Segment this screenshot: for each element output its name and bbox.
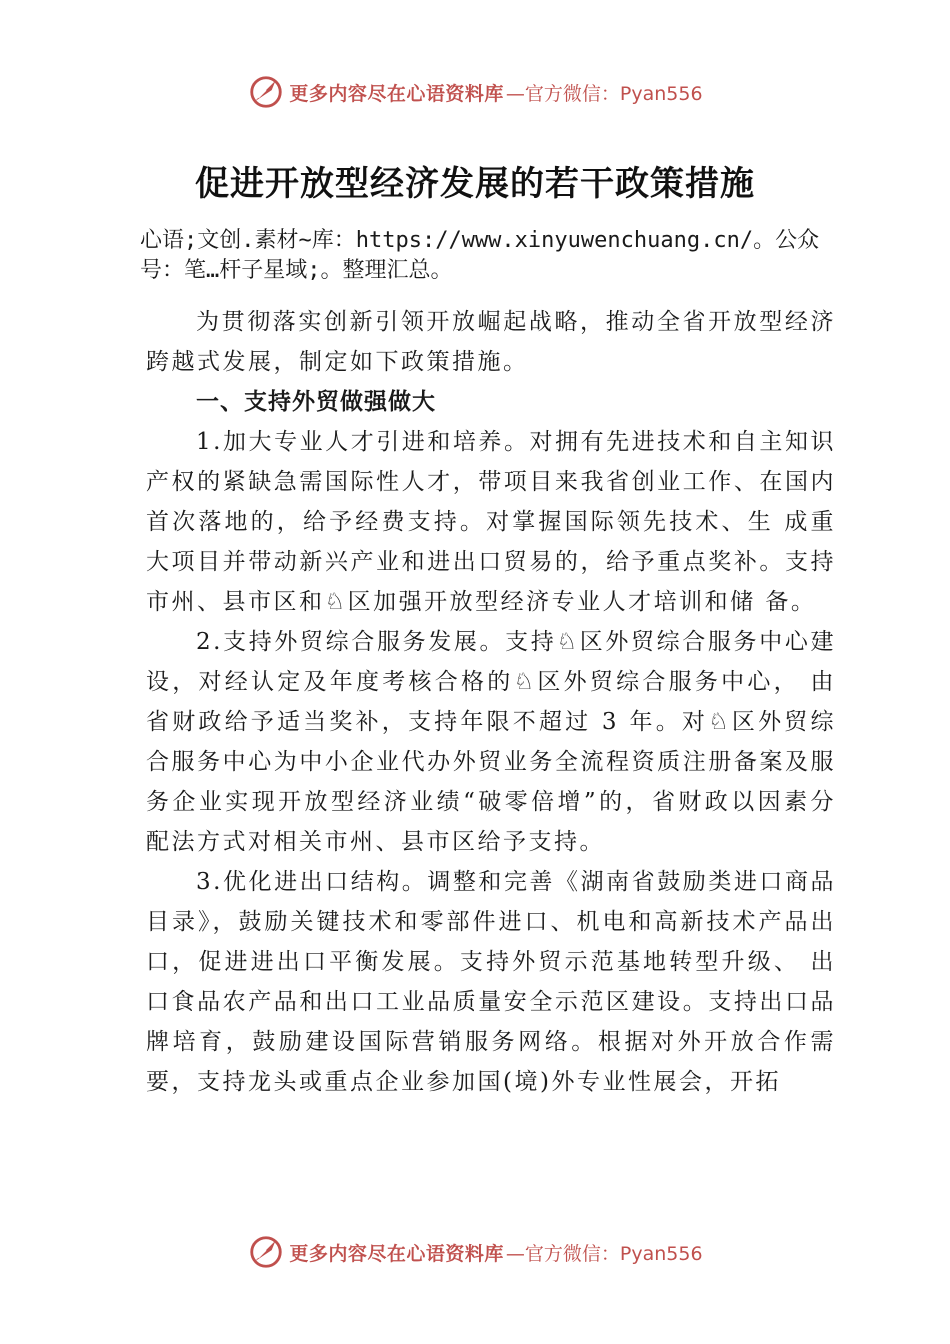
banner-wechat-text: —官方微信：Pyan556 bbox=[505, 1242, 703, 1265]
source-note: 心语;文创.素材~库：https://www.xinyuwenchuang.cn/。公众号：笔…杆子星域;。整理汇总。 bbox=[140, 228, 820, 283]
paragraph-3: 3.优化进出口结构。调整和完善《湖南省鼓励类进口商品目录》，鼓励关键技术和零部件进口、机电和高新技术产品出口，促进进出口平衡发展。支持外贸示范基地转型升级、 出口食品农产品和出口工业品质量安全示范区建设。支持出口品牌培育，鼓励建设国际营销服务网络。根据对外开放合作需要，支持龙头或重点企业参加国(境)外专业性展会，开拓 bbox=[146, 869, 836, 1095]
document-body bbox=[146, 302, 836, 1102]
document-title: 促进开放型经济发展的若干政策措施 bbox=[195, 164, 755, 204]
banner-main-text: 更多内容尽在心语资料库 bbox=[289, 1242, 504, 1265]
section-heading: 一、支持外贸做强做大 bbox=[196, 389, 436, 415]
quill-circle-icon bbox=[247, 1233, 285, 1271]
quill-circle-icon bbox=[247, 73, 285, 111]
footer-banner bbox=[0, 1230, 950, 1274]
banner-main-text: 更多内容尽在心语资料库 bbox=[289, 82, 504, 105]
paragraph-2: 2.支持外贸综合服务发展。支持♘区外贸综合服务中心建设，对经认定及年度考核合格的♘区外贸综合服务中心， 由省财政给予适当奖补，支持年限不超过 3 年。对♘区外贸综合服务中心为中小企业代办外贸业务全流程资质注册备案及服务企业实现开放型经济业绩“破零倍增”的，省财政以因素分配法方式对相关市州、县市区给予支持。 bbox=[146, 629, 836, 855]
banner-wechat-text: —官方微信：Pyan556 bbox=[505, 82, 703, 105]
header-banner bbox=[0, 70, 950, 114]
intro-paragraph: 为贯彻落实创新引领开放崛起战略，推动全省开放型经济跨越式发展，制定如下政策措施。 bbox=[146, 309, 836, 375]
paragraph-1: 1.加大专业人才引进和培养。对拥有先进技术和自主知识产权的紧缺急需国际性人才，带项目来我省创业工作、在国内首次落地的，给予经费支持。对掌握国际领先技术、生 成重大项目并带动新兴产业和进出口贸易的，给予重点奖补。支持市州、县市区和♘区加强开放型经济专业人才培训和储 备。 bbox=[146, 429, 836, 615]
